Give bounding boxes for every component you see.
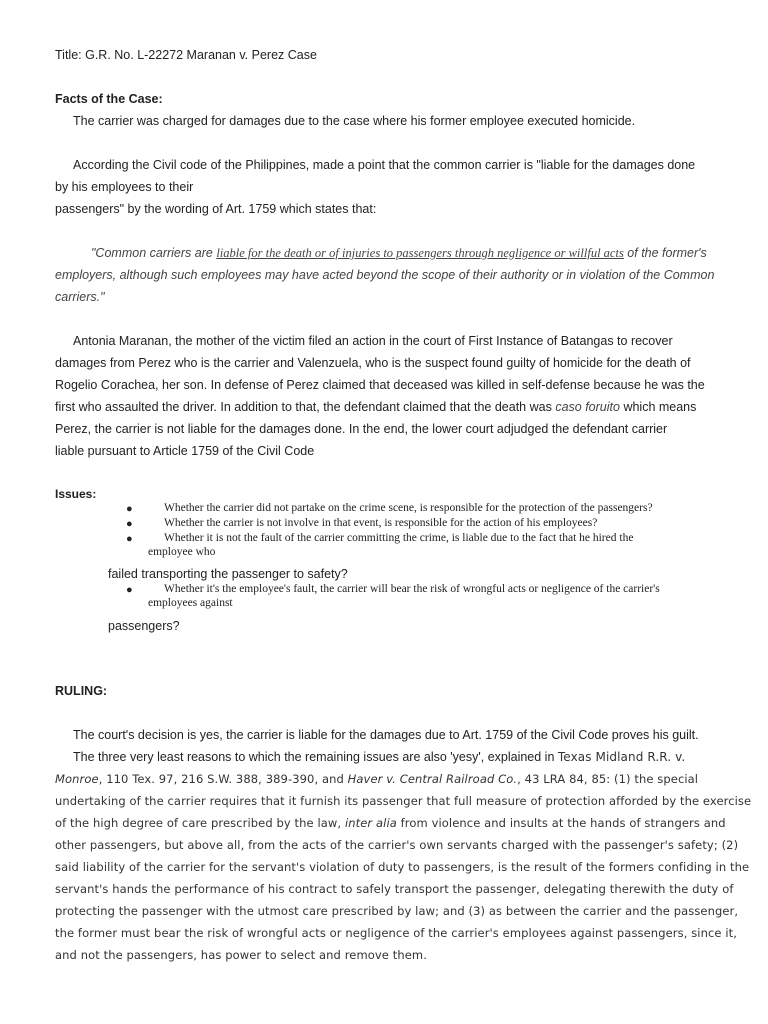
facts-paragraph-3-line-4 (55, 400, 696, 414)
ruling-line-1-text: The three very least reasons to which the remaining issues are also 'yesy', explained in (73, 750, 555, 764)
caso-foruito-term: caso foruito (555, 400, 620, 414)
ruling-paragraph-2-line-2 (55, 772, 698, 786)
issue-item-3: Whether it is not the fault of the carrier committing the crime, is liable due to the fact that he hired the (164, 532, 634, 544)
issue-item-4-tail: passengers? (108, 619, 180, 633)
facts-paragraph-3-line-2: damages from Perez who is the carrier and Valenzuela, who is the suspect found guilty of homicide for the death of (55, 356, 691, 370)
facts-paragraph-1: The carrier was charged for damages due to the case where his former employee executed homicide. (73, 114, 636, 128)
bullet-icon: ● (126, 503, 133, 515)
issue-item-4: Whether it's the employee's fault, the carrier will bear the risk of wrongful acts or negligence of the carrier's (164, 583, 660, 595)
ruling-paragraph-2-line-8: protecting the passenger with the utmost care prescribed by law; and (3) as between the carrier and the passenger, (55, 904, 739, 918)
issue-item-4-continuation: employees against (148, 597, 233, 609)
ruling-paragraph-2-line-4 (55, 816, 726, 830)
ruling-paragraph-2-line-1 (73, 750, 685, 764)
article-quote-line-2: employers, although such employees may have acted beyond the scope of their authority or in violation of the Common (55, 268, 715, 282)
facts-paragraph-3-line-3: Rogelio Corachea, her son. In defense of Perez claimed that deceased was killed in self-defense because he was the (55, 378, 705, 392)
ruling-line-2-tail: , 43 LRA 84, 85: (1) the special (517, 772, 699, 786)
ruling-line-4-text: of the high degree of care prescribed by the law, (55, 816, 342, 830)
facts-paragraph-3-line-1: Antonia Maranan, the mother of the victim filed an action in the court of First Instance of Batangas to recover (73, 334, 673, 348)
haver-citation: Haver v. Central Railroad Co. (347, 772, 518, 786)
ruling-line-2-mid: , 110 Tex. 97, 216 S.W. 388, 389-390, and (98, 772, 344, 786)
bullet-icon: ● (126, 584, 133, 596)
line-4-tail: which means (623, 400, 697, 414)
facts-paragraph-3-line-5: Perez, the carrier is not liable for the damages done. In the end, the lower court adjudged the defendant carrier (55, 422, 668, 436)
quote-underlined-text: liable for the death or of injuries to passengers through negligence or willful acts (216, 246, 624, 260)
issue-item-1: Whether the carrier did not partake on the crime scene, is responsible for the protection of the passengers? (164, 502, 653, 514)
quote-tail: of the former's (627, 246, 707, 260)
article-quote-line-3: carriers." (55, 290, 105, 304)
bullet-icon: ● (126, 533, 133, 545)
ruling-line-4-tail: from violence and insults at the hands of strangers and (400, 816, 726, 830)
ruling-paragraph-1: The court's decision is yes, the carrier is liable for the damages due to Art. 1759 of the Civil Code proves his guilt. (73, 728, 699, 742)
issue-item-3-continuation: employee who (148, 546, 216, 558)
ruling-paragraph-2-line-10: and not the passengers, has power to select and remove them. (55, 948, 427, 962)
issue-item-2: Whether the carrier is not involve in that event, is responsible for the action of his employees? (164, 517, 598, 529)
document-title: Title: G.R. No. L-22272 Maranan v. Perez Case (55, 48, 317, 62)
ruling-paragraph-2-line-3: undertaking of the carrier requires that it furnish its passenger that full measure of protection afforded by the exercise (55, 794, 752, 808)
bullet-icon: ● (126, 518, 133, 530)
facts-paragraph-2-line-3: passengers" by the wording of Art. 1759 which states that: (55, 202, 377, 216)
facts-paragraph-2-line-1: According the Civil code of the Philippines, made a point that the common carrier is "liable for the damages done (73, 158, 696, 172)
issues-heading: Issues: (55, 487, 97, 501)
inter-alia-term: inter alia (344, 816, 397, 830)
article-quote-line-1 (91, 246, 707, 261)
facts-paragraph-2-line-2: by his employees to their (55, 180, 194, 194)
ruling-heading: RULING: (55, 684, 108, 698)
monroe-citation: Monroe (55, 772, 99, 786)
issue-item-3-tail: failed transporting the passenger to safety? (108, 567, 348, 581)
ruling-paragraph-2-line-5: other passengers, but above all, from the acts of the carrier's own servants charged with the passenger's safety; (2) (55, 838, 739, 852)
ruling-paragraph-2-line-7: servant's hands the performance of his contract to safely transport the passenger, delegating therewith the duty of (55, 882, 734, 896)
texas-midland-citation: Texas Midland R.R. v. (557, 750, 686, 764)
facts-paragraph-3-line-6: liable pursuant to Article 1759 of the Civil Code (55, 444, 315, 458)
line-4-text: first who assaulted the driver. In addition to that, the defendant claimed that the death was (55, 400, 552, 414)
ruling-paragraph-2-line-9: the former must bear the risk of wrongful acts or negligence of the carrier's employees against passengers, since it, (55, 926, 737, 940)
facts-heading: Facts of the Case: (55, 92, 163, 106)
ruling-paragraph-2-line-6: said liability of the carrier for the servant's violation of duty to passengers, is the result of the formers confiding in the (55, 860, 750, 874)
quote-intro: "Common carriers are (91, 246, 213, 260)
